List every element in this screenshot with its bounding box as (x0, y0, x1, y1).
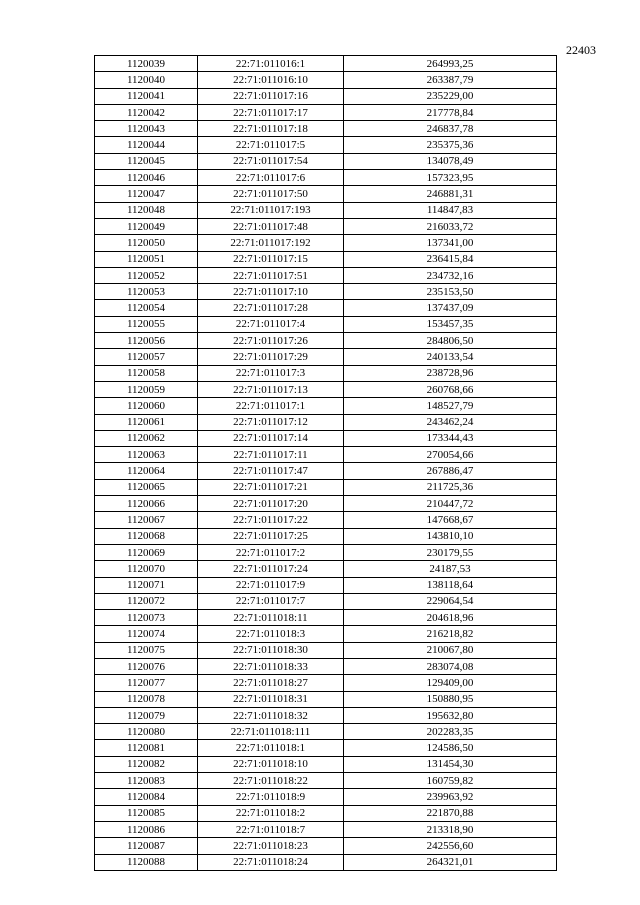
record-number-cell: 1120047 (95, 186, 198, 202)
table-row (95, 202, 557, 218)
cadastral-number-cell: 22:71:011017:193 (198, 202, 344, 218)
cadastral-number-cell: 22:71:011018:23 (198, 838, 344, 854)
table-row (95, 284, 557, 300)
record-number-cell: 1120069 (95, 544, 198, 560)
cadastral-number-cell: 22:71:011017:15 (198, 251, 344, 267)
record-number-cell: 1120059 (95, 381, 198, 397)
cadastral-number-cell: 22:71:011017:28 (198, 300, 344, 316)
table-row (95, 773, 557, 789)
cadastral-number-cell: 22:71:011017:1 (198, 398, 344, 414)
cadastral-number-cell: 22:71:011017:4 (198, 316, 344, 332)
table-row (95, 512, 557, 528)
cadastral-number-cell: 22:71:011017:14 (198, 430, 344, 446)
cadastral-number-cell: 22:71:011016:1 (198, 56, 344, 72)
table-row (95, 56, 557, 72)
record-number-cell: 1120041 (95, 88, 198, 104)
table-row (95, 642, 557, 658)
cadastral-number-cell: 22:71:011018:3 (198, 626, 344, 642)
cadastral-number-cell: 22:71:011017:16 (198, 88, 344, 104)
cadastral-value-cell: 195632,80 (344, 707, 557, 723)
record-number-cell: 1120086 (95, 821, 198, 837)
cadastral-number-cell: 22:71:011018:30 (198, 642, 344, 658)
cadastral-value-cell: 148527,79 (344, 398, 557, 414)
cadastral-value-cell: 147668,67 (344, 512, 557, 528)
cadastral-value-cell: 137341,00 (344, 235, 557, 251)
cadastral-value-cell: 239963,92 (344, 789, 557, 805)
table-row (95, 300, 557, 316)
cadastral-value-cell: 235153,50 (344, 284, 557, 300)
cadastral-value-cell: 211725,36 (344, 479, 557, 495)
cadastral-number-cell: 22:71:011017:18 (198, 121, 344, 137)
table-row (95, 137, 557, 153)
table-row (95, 349, 557, 365)
table-row (95, 740, 557, 756)
cadastral-value-cell: 129409,00 (344, 675, 557, 691)
record-number-cell: 1120050 (95, 235, 198, 251)
cadastral-number-cell: 22:71:011017:3 (198, 365, 344, 381)
record-number-cell: 1120060 (95, 398, 198, 414)
cadastral-number-cell: 22:71:011017:2 (198, 544, 344, 560)
cadastral-value-cell: 24187,53 (344, 561, 557, 577)
cadastral-value-cell: 264993,25 (344, 56, 557, 72)
cadastral-value-cell: 270054,66 (344, 447, 557, 463)
cadastral-number-cell: 22:71:011018:9 (198, 789, 344, 805)
record-number-cell: 1120074 (95, 626, 198, 642)
cadastral-value-cell: 210447,72 (344, 496, 557, 512)
cadastral-value-cell: 143810,10 (344, 528, 557, 544)
cadastral-value-table (94, 55, 557, 871)
table-row (95, 104, 557, 120)
record-number-cell: 1120073 (95, 610, 198, 626)
cadastral-number-cell: 22:71:011018:31 (198, 691, 344, 707)
cadastral-number-cell: 22:71:011018:7 (198, 821, 344, 837)
table-row (95, 267, 557, 283)
cadastral-number-cell: 22:71:011017:13 (198, 381, 344, 397)
cadastral-value-cell: 124586,50 (344, 740, 557, 756)
table-row (95, 626, 557, 642)
cadastral-value-cell: 114847,83 (344, 202, 557, 218)
cadastral-value-cell: 235375,36 (344, 137, 557, 153)
cadastral-number-cell: 22:71:011017:192 (198, 235, 344, 251)
cadastral-number-cell: 22:71:011017:9 (198, 577, 344, 593)
cadastral-value-cell: 216033,72 (344, 218, 557, 234)
cadastral-value-cell: 216218,82 (344, 626, 557, 642)
record-number-cell: 1120063 (95, 447, 198, 463)
record-number-cell: 1120071 (95, 577, 198, 593)
cadastral-value-cell: 138118,64 (344, 577, 557, 593)
cadastral-number-cell: 22:71:011017:54 (198, 153, 344, 169)
cadastral-number-cell: 22:71:011018:33 (198, 658, 344, 674)
table-row (95, 414, 557, 430)
cadastral-value-cell: 204618,96 (344, 610, 557, 626)
cadastral-value-cell: 236415,84 (344, 251, 557, 267)
cadastral-number-cell: 22:71:011017:47 (198, 463, 344, 479)
record-number-cell: 1120076 (95, 658, 198, 674)
record-number-cell: 1120075 (95, 642, 198, 658)
cadastral-value-cell: 242556,60 (344, 838, 557, 854)
cadastral-number-cell: 22:71:011018:32 (198, 707, 344, 723)
record-number-cell: 1120070 (95, 561, 198, 577)
record-number-cell: 1120067 (95, 512, 198, 528)
cadastral-number-cell: 22:71:011017:11 (198, 447, 344, 463)
record-number-cell: 1120066 (95, 496, 198, 512)
record-number-cell: 1120064 (95, 463, 198, 479)
record-number-cell: 1120053 (95, 284, 198, 300)
cadastral-value-cell: 284806,50 (344, 333, 557, 349)
table-row (95, 218, 557, 234)
cadastral-number-cell: 22:71:011018:10 (198, 756, 344, 772)
table-row (95, 186, 557, 202)
record-number-cell: 1120051 (95, 251, 198, 267)
table-row (95, 593, 557, 609)
table-row (95, 675, 557, 691)
cadastral-value-cell: 160759,82 (344, 773, 557, 789)
cadastral-number-cell: 22:71:011017:50 (198, 186, 344, 202)
cadastral-number-cell: 22:71:011017:26 (198, 333, 344, 349)
cadastral-number-cell: 22:71:011017:10 (198, 284, 344, 300)
cadastral-value-cell: 137437,09 (344, 300, 557, 316)
cadastral-number-cell: 22:71:011018:27 (198, 675, 344, 691)
cadastral-number-cell: 22:71:011017:25 (198, 528, 344, 544)
cadastral-value-cell: 267886,47 (344, 463, 557, 479)
cadastral-number-cell: 22:71:011017:29 (198, 349, 344, 365)
table-row (95, 658, 557, 674)
record-number-cell: 1120081 (95, 740, 198, 756)
table-row (95, 756, 557, 772)
record-number-cell: 1120085 (95, 805, 198, 821)
cadastral-value-cell: 260768,66 (344, 381, 557, 397)
table-row (95, 235, 557, 251)
record-number-cell: 1120068 (95, 528, 198, 544)
table-row (95, 821, 557, 837)
record-number-cell: 1120088 (95, 854, 198, 870)
cadastral-value-cell: 264321,01 (344, 854, 557, 870)
cadastral-number-cell: 22:71:011017:12 (198, 414, 344, 430)
cadastral-value-cell: 234732,16 (344, 267, 557, 283)
cadastral-number-cell: 22:71:011017:22 (198, 512, 344, 528)
record-number-cell: 1120077 (95, 675, 198, 691)
record-number-cell: 1120042 (95, 104, 198, 120)
table-row (95, 544, 557, 560)
record-number-cell: 1120065 (95, 479, 198, 495)
cadastral-value-cell: 240133,54 (344, 349, 557, 365)
table-row (95, 561, 557, 577)
table-row (95, 724, 557, 740)
record-number-cell: 1120046 (95, 170, 198, 186)
record-number-cell: 1120052 (95, 267, 198, 283)
table-row (95, 251, 557, 267)
table-row (95, 121, 557, 137)
cadastral-value-cell: 134078,49 (344, 153, 557, 169)
cadastral-number-cell: 22:71:011017:51 (198, 267, 344, 283)
table-row (95, 447, 557, 463)
record-number-cell: 1120083 (95, 773, 198, 789)
table-row (95, 398, 557, 414)
cadastral-number-cell: 22:71:011018:11 (198, 610, 344, 626)
table-row (95, 528, 557, 544)
table-row (95, 153, 557, 169)
record-number-cell: 1120061 (95, 414, 198, 430)
table-body (95, 56, 557, 871)
cadastral-number-cell: 22:71:011017:21 (198, 479, 344, 495)
table-row (95, 333, 557, 349)
table-row (95, 691, 557, 707)
record-number-cell: 1120079 (95, 707, 198, 723)
table-row (95, 316, 557, 332)
table-row (95, 430, 557, 446)
record-number-cell: 1120044 (95, 137, 198, 153)
record-number-cell: 1120049 (95, 218, 198, 234)
record-number-cell: 1120057 (95, 349, 198, 365)
record-number-cell: 1120062 (95, 430, 198, 446)
record-number-cell: 1120072 (95, 593, 198, 609)
record-number-cell: 1120080 (95, 724, 198, 740)
cadastral-number-cell: 22:71:011017:7 (198, 593, 344, 609)
table-row (95, 805, 557, 821)
record-number-cell: 1120056 (95, 333, 198, 349)
cadastral-value-cell: 153457,35 (344, 316, 557, 332)
cadastral-value-cell: 157323,95 (344, 170, 557, 186)
record-number-cell: 1120040 (95, 72, 198, 88)
table-row (95, 365, 557, 381)
cadastral-value-cell: 210067,80 (344, 642, 557, 658)
table-row (95, 707, 557, 723)
cadastral-value-cell: 229064,54 (344, 593, 557, 609)
cadastral-value-cell: 202283,35 (344, 724, 557, 740)
cadastral-number-cell: 22:71:011017:24 (198, 561, 344, 577)
record-number-cell: 1120043 (95, 121, 198, 137)
cadastral-number-cell: 22:71:011017:48 (198, 218, 344, 234)
table-row (95, 381, 557, 397)
table-row (95, 72, 557, 88)
cadastral-value-cell: 217778,84 (344, 104, 557, 120)
table-row (95, 496, 557, 512)
cadastral-value-cell: 230179,55 (344, 544, 557, 560)
page-number: 22403 (566, 43, 596, 57)
record-number-cell: 1120039 (95, 56, 198, 72)
table-row (95, 610, 557, 626)
cadastral-number-cell: 22:71:011017:17 (198, 104, 344, 120)
cadastral-value-cell: 243462,24 (344, 414, 557, 430)
cadastral-value-cell: 213318,90 (344, 821, 557, 837)
cadastral-number-cell: 22:71:011017:20 (198, 496, 344, 512)
cadastral-value-cell: 238728,96 (344, 365, 557, 381)
table-row (95, 479, 557, 495)
record-number-cell: 1120087 (95, 838, 198, 854)
record-number-cell: 1120055 (95, 316, 198, 332)
cadastral-value-cell: 173344,43 (344, 430, 557, 446)
cadastral-number-cell: 22:71:011018:24 (198, 854, 344, 870)
cadastral-number-cell: 22:71:011018:22 (198, 773, 344, 789)
cadastral-number-cell: 22:71:011017:5 (198, 137, 344, 153)
record-number-cell: 1120054 (95, 300, 198, 316)
table-row (95, 463, 557, 479)
table-row (95, 854, 557, 870)
cadastral-value-cell: 283074,08 (344, 658, 557, 674)
cadastral-value-cell: 263387,79 (344, 72, 557, 88)
cadastral-number-cell: 22:71:011018:2 (198, 805, 344, 821)
cadastral-number-cell: 22:71:011017:6 (198, 170, 344, 186)
table-row (95, 789, 557, 805)
cadastral-value-cell: 246881,31 (344, 186, 557, 202)
table-row (95, 170, 557, 186)
record-number-cell: 1120082 (95, 756, 198, 772)
cadastral-value-cell: 150880,95 (344, 691, 557, 707)
record-number-cell: 1120078 (95, 691, 198, 707)
cadastral-number-cell: 22:71:011018:1 (198, 740, 344, 756)
cadastral-value-cell: 246837,78 (344, 121, 557, 137)
cadastral-value-cell: 131454,30 (344, 756, 557, 772)
cadastral-number-cell: 22:71:011016:10 (198, 72, 344, 88)
record-number-cell: 1120084 (95, 789, 198, 805)
cadastral-number-cell: 22:71:011018:111 (198, 724, 344, 740)
table-row (95, 577, 557, 593)
cadastral-value-cell: 235229,00 (344, 88, 557, 104)
table-row (95, 838, 557, 854)
table-row (95, 88, 557, 104)
record-number-cell: 1120058 (95, 365, 198, 381)
record-number-cell: 1120048 (95, 202, 198, 218)
cadastral-value-cell: 221870,88 (344, 805, 557, 821)
record-number-cell: 1120045 (95, 153, 198, 169)
